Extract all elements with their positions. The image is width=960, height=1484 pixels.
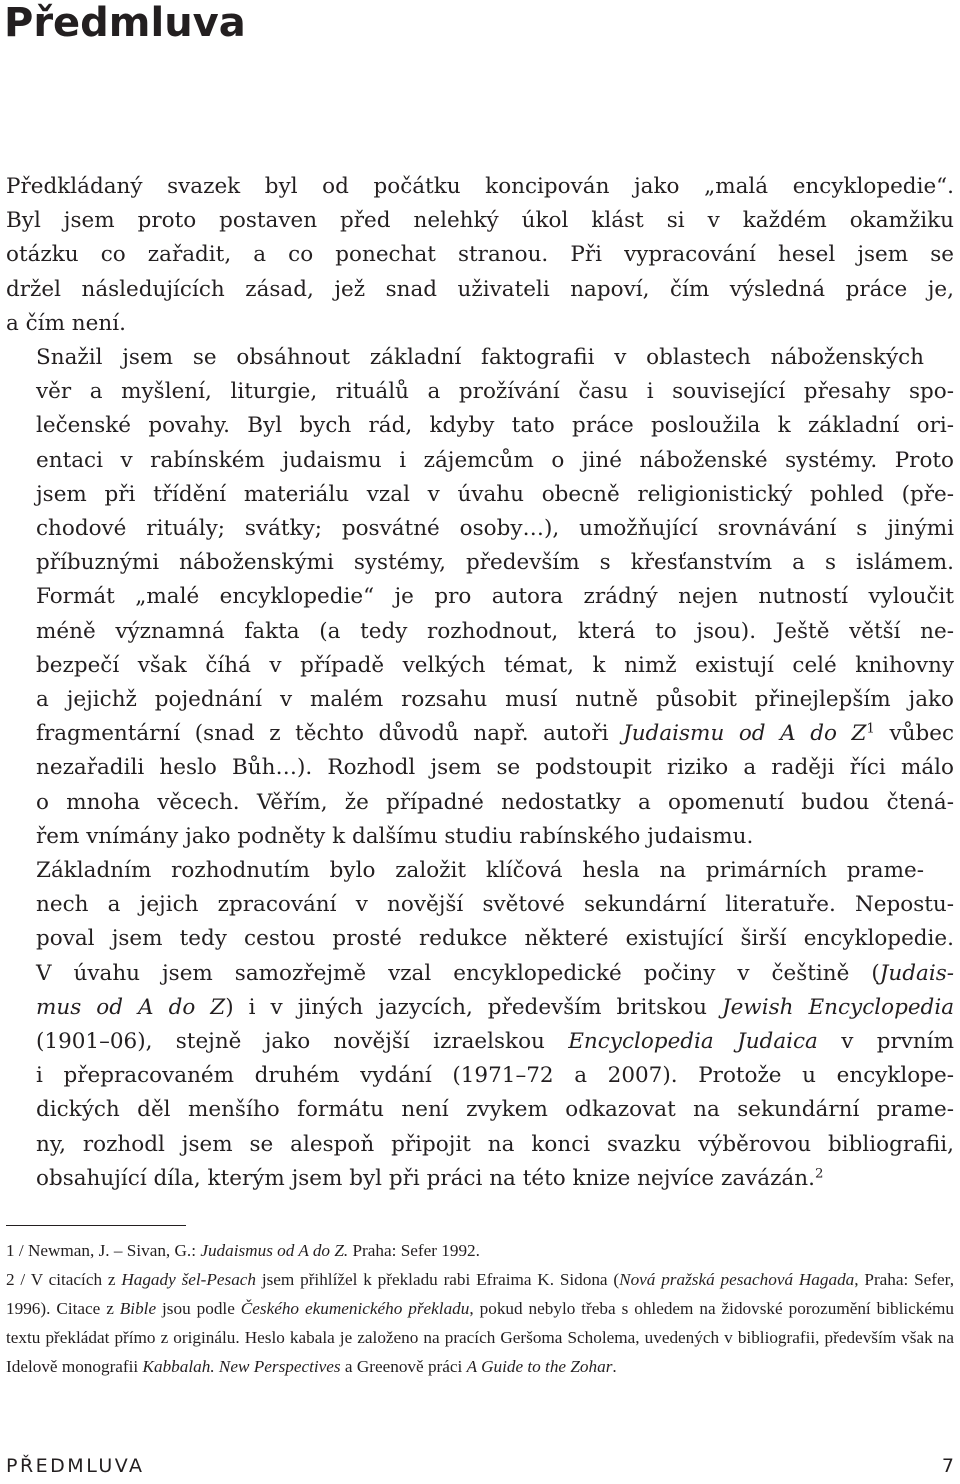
text-line: a jejichž pojednání v malém rozsahu musí nutně působit přinejlepším jako	[36, 687, 954, 713]
text-line: věr a myšlení, liturgie, rituálů a prožívání času i související přesahy spo-	[36, 379, 954, 405]
text-line: nezařadili heslo Bůh…). Rozhodl jsem se podstoupit riziko a raději říci málo	[36, 755, 954, 781]
text-line: jsem při třídění materiálu vzal v úvahu obecně religionistický pohled (pře-	[36, 481, 954, 507]
book-title: Jewish Encyclopedia	[721, 994, 955, 1020]
text-line: poval jsem tedy cestou prosté redukce některé existující širší encyklopedie.	[36, 926, 954, 952]
book-title: Českého ekumenického překladu	[240, 1299, 470, 1319]
text-run: (1901–06), stejně jako novější izraelskou	[36, 1029, 569, 1055]
text-run: 1 / Newman, J. – Sivan, G.:	[6, 1241, 201, 1260]
text-line: entaci v rabínském judaismu i zájemcům o jiné náboženské systémy. Proto	[36, 447, 954, 473]
book-title: Judaismu od A do Z	[623, 721, 867, 747]
text-line: a čím není.	[6, 310, 126, 336]
book-title: A Guide to the Zohar	[466, 1357, 613, 1377]
text-line: příbuznými náboženskými systémy, především s křesťanstvím a s islámem.	[36, 550, 954, 576]
text-line: méně významná fakta (a tedy rozhodnout, která to jsou). Ještě větší ne-	[36, 618, 954, 644]
text-run: ) i v jiných jazycích, především britskou	[225, 994, 722, 1020]
text-line: lečenské povahy. Byl bych rád, kdyby tato práce posloužila k základní ori-	[36, 413, 954, 439]
book-title: Kabbalah. New Perspectives	[142, 1357, 341, 1377]
book-title: Nová pražská pesachová Hagada	[619, 1270, 855, 1290]
text-line: Předkládaný svazek byl od počátku koncipován jako „malá encyklopedie“.	[6, 174, 954, 199]
footnote-ref-2: 2	[814, 1166, 824, 1182]
text-run: fragmentární (snad z těchto důvodů např. autoři	[36, 721, 624, 747]
text-run: 2 / V citacích z	[6, 1270, 122, 1290]
book-title: mus od A do Z	[36, 994, 226, 1020]
text-line: bezpečí však číhá v případě velkých témat, k nimž existují celé knihovny	[36, 652, 954, 678]
text-line: chodové rituály; svátky; posvátné osoby…), umožňující srovnávání s jinými	[36, 516, 954, 542]
text-run: , Praha: Sefer, 1996). Citace z	[6, 1270, 954, 1319]
footnote-2	[6, 1265, 954, 1381]
text-run: obsahující díla, kterým jsem byl při práci na této knize nejvíce zavázán.	[36, 1165, 815, 1191]
text-run: , pokud nebylo třeba s ohledem na židovské porozumění biblickému textu překládat přímo z originálu. Heslo kabala je založeno na pracích Geršoma Scholema, uvedených v bibliografii, především však na Idelově monografii	[6, 1299, 954, 1377]
text-line: o mnoha věcech. Věřím, že případné nedostatky a opomenutí budou čtená-	[36, 789, 954, 815]
book-title: Bible	[119, 1299, 157, 1319]
book-title: Judais-	[879, 960, 954, 986]
text-run: .	[612, 1357, 617, 1377]
text-line: nech a jejich zpracování v novější světové sekundární literatuře. Nepostu-	[36, 892, 954, 918]
text-line	[6, 957, 954, 991]
text-run: V úvahu jsem samozřejmě vzal encyklopedické počiny v češtině (	[36, 960, 880, 986]
footnote-divider	[6, 1225, 186, 1226]
text-line: řem vnímány jako podněty k dalšímu studiu rabínského judaismu.	[36, 823, 754, 849]
running-head: PŘEDMLUVA	[6, 1455, 145, 1477]
text-run: Praha: Sefer 1992.	[348, 1241, 480, 1260]
text-line: ny, rozhodl jsem se alespoň připojit na konci svazku výběrovou bibliografii,	[36, 1131, 954, 1157]
book-title: Encyclopedia Judaica	[568, 1029, 818, 1055]
book-title: Judaismus od A do Z.	[200, 1241, 349, 1260]
text-line: Základním rozhodnutím bylo založit klíčová hesla na primárních prame-	[36, 858, 924, 884]
text-line	[6, 991, 954, 1025]
page-footer	[6, 1455, 954, 1481]
text-run: v prvním	[817, 1029, 954, 1055]
text-line	[6, 717, 954, 751]
page-number: 7	[941, 1455, 954, 1477]
book-title: Hagady šel-Pesach	[121, 1270, 257, 1290]
paragraph-3	[6, 854, 954, 1196]
text-line: otázku co zařadit, a co ponechat stranou. Při vypracování hesel jsem se	[6, 242, 954, 268]
footnote-ref-1: 1	[866, 721, 875, 737]
text-line: držel následujících zásad, jež snad uživateli napoví, čím výsledná práce je,	[6, 276, 954, 302]
page-title: Předmluva	[4, 0, 246, 46]
paragraph-2	[6, 341, 954, 854]
main-text	[6, 170, 954, 1196]
text-line	[6, 1162, 954, 1196]
text-line: Formát „malé encyklopedie“ je pro autora zrádný nejen nutností vyloučit	[36, 584, 954, 610]
text-run: vůbec	[874, 721, 954, 747]
footnotes	[6, 1236, 954, 1381]
text-run: a Greenově práci	[340, 1357, 467, 1377]
footnote-1	[6, 1236, 954, 1265]
text-line	[6, 1025, 954, 1059]
text-line: dických děl menšího formátu není zvykem odkazovat na sekundární prame-	[36, 1097, 954, 1123]
text-line: i přepracovaném druhém vydání (1971–72 a 2007). Protože u encyklope-	[36, 1063, 954, 1089]
text-run: jsem přihlížel k překladu rabi Efraima K. Sidona (	[256, 1270, 620, 1290]
paragraph-1	[6, 170, 954, 341]
text-line: Byl jsem proto postaven před nelehký úkol klást si v každém okamžiku	[6, 208, 954, 234]
text-line: Snažil jsem se obsáhnout základní faktografii v oblastech náboženských	[36, 345, 924, 371]
text-run: jsou podle	[156, 1299, 241, 1319]
